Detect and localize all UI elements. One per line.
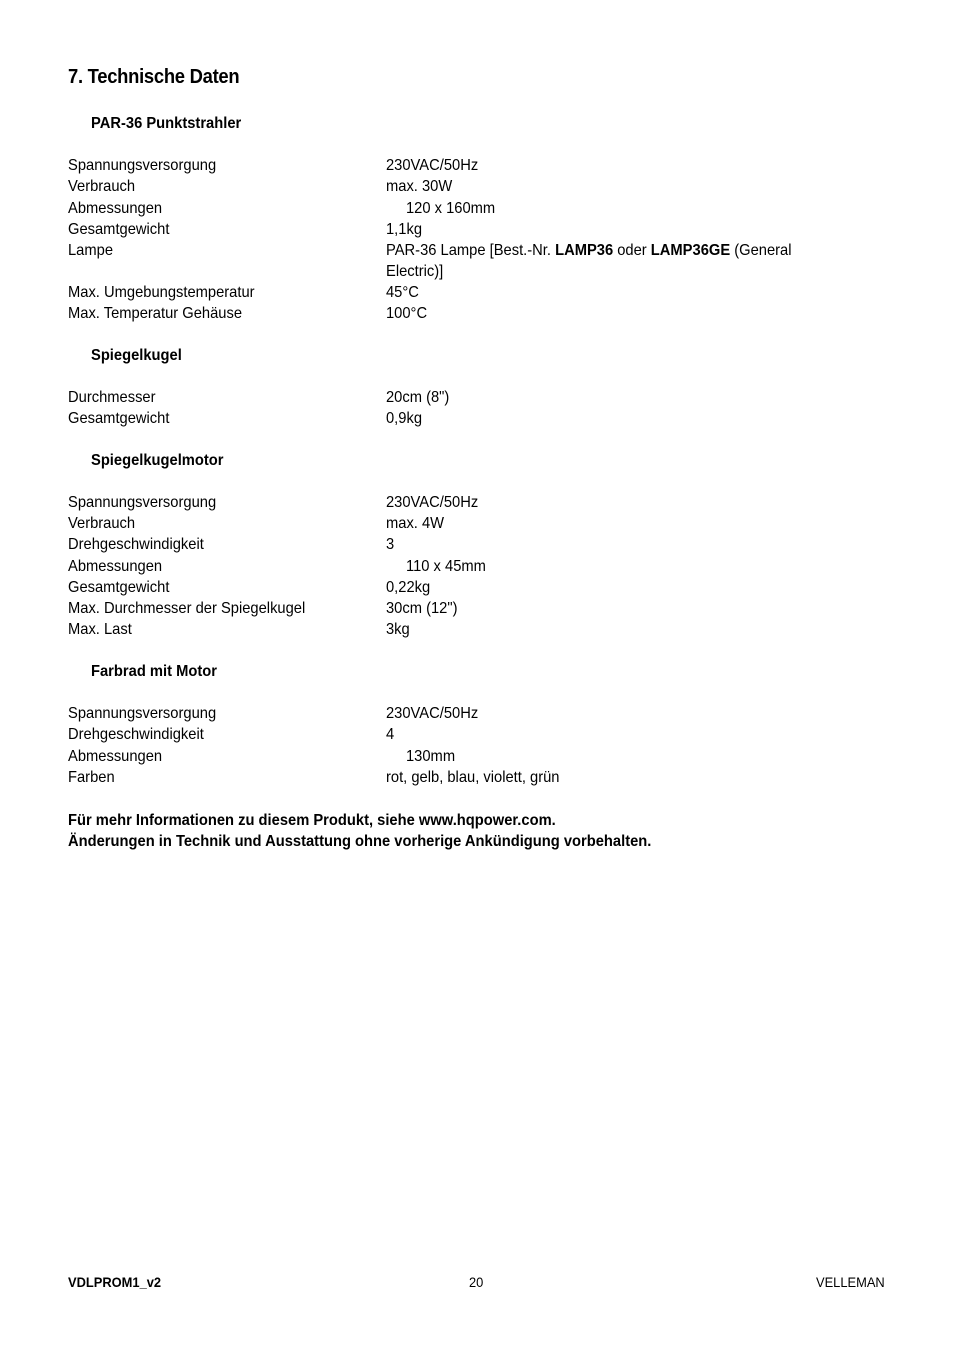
- spec-value: 1,1kg: [386, 221, 423, 238]
- spec-value: 4: [386, 726, 395, 743]
- spec-label: Farben: [68, 769, 115, 786]
- lamp-text-suffix: (General Electric)]: [386, 242, 792, 280]
- disclaimer-note: Änderungen in Technik und Ausstattung ohne vorherige Ankündigung vorbehalten.: [68, 833, 652, 850]
- footer-page-number: 20: [469, 1274, 484, 1290]
- group-heading-par36: PAR-36 Punktstrahler: [91, 115, 242, 132]
- spec-value: 20cm (8"): [386, 389, 450, 406]
- spec-label: Max. Durchmesser der Spiegelkugel: [68, 600, 306, 617]
- spec-value: 120 x 160mm: [406, 200, 496, 217]
- spec-value-lamp: [386, 240, 818, 282]
- lamp-text-prefix: PAR-36 Lampe [Best.-Nr.: [386, 242, 556, 259]
- spec-label: Abmessungen: [68, 558, 163, 575]
- spec-value: 3kg: [386, 621, 410, 638]
- section-title: [68, 66, 239, 89]
- section-title-text: Technische Daten: [87, 66, 240, 88]
- spec-label: Gesamtgewicht: [68, 579, 170, 596]
- spec-label: Gesamtgewicht: [68, 221, 170, 238]
- spec-label: Drehgeschwindigkeit: [68, 726, 204, 743]
- spec-value: 100°C: [386, 305, 428, 322]
- group-heading-farbrad: Farbrad mit Motor: [91, 663, 217, 680]
- spec-value: 130mm: [406, 748, 456, 765]
- spec-label: Verbrauch: [68, 515, 136, 532]
- spec-value: 0,9kg: [386, 410, 423, 427]
- spec-value: max. 30W: [386, 178, 453, 195]
- spec-label: Gesamtgewicht: [68, 410, 170, 427]
- spec-value: 0,22kg: [386, 579, 431, 596]
- spec-label: Max. Umgebungstemperatur: [68, 284, 255, 301]
- spec-value: 3: [386, 536, 395, 553]
- spec-label: Verbrauch: [68, 178, 136, 195]
- footer-brand: VELLEMAN: [816, 1274, 885, 1290]
- spec-label: Drehgeschwindigkeit: [68, 536, 204, 553]
- spec-value: rot, gelb, blau, violett, grün: [386, 769, 560, 786]
- lamp-text-or: oder: [613, 242, 651, 259]
- spec-value: max. 4W: [386, 515, 445, 532]
- spec-value: 230VAC/50Hz: [386, 705, 479, 722]
- spec-label: Abmessungen: [68, 748, 163, 765]
- spec-value: 110 x 45mm: [406, 558, 486, 575]
- info-note: Für mehr Informationen zu diesem Produkt, siehe www.hqpower.com.: [68, 812, 556, 829]
- lamp-order-number-ge: LAMP36GE: [650, 242, 731, 259]
- spec-label: Max. Last: [68, 621, 132, 638]
- footer-model: VDLPROM1_v2: [68, 1274, 162, 1290]
- spec-value: 30cm (12"): [386, 600, 458, 617]
- spec-label: Durchmesser: [68, 389, 156, 406]
- spec-label: Abmessungen: [68, 200, 163, 217]
- spec-value: 230VAC/50Hz: [386, 494, 479, 511]
- spec-label: Lampe: [68, 242, 114, 259]
- group-heading-spiegelkugelmotor: Spiegelkugelmotor: [91, 452, 224, 469]
- section-number: 7.: [68, 66, 83, 88]
- lamp-order-number: LAMP36: [555, 242, 614, 259]
- spec-value: 230VAC/50Hz: [386, 157, 479, 174]
- spec-value: 45°C: [386, 284, 419, 301]
- spec-label: Spannungsversorgung: [68, 494, 217, 511]
- group-heading-spiegelkugel: Spiegelkugel: [91, 347, 182, 364]
- spec-label: Spannungsversorgung: [68, 705, 217, 722]
- spec-label: Max. Temperatur Gehäuse: [68, 305, 243, 322]
- spec-label: Spannungsversorgung: [68, 157, 217, 174]
